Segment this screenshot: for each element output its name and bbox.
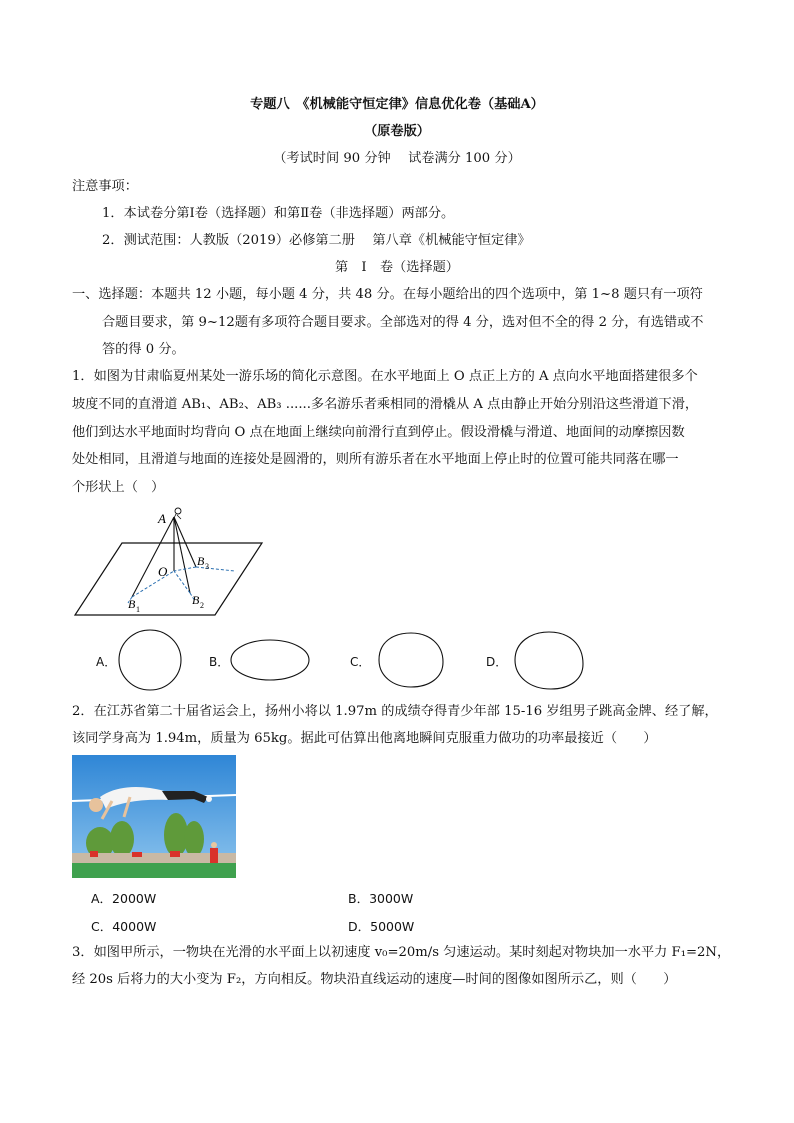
q2-line-2: 该同学身高为 1.94m，质量为 65kg。据此可估算出他离地瞬间克服重力做功的功率最接近（ ）: [72, 731, 657, 746]
q2-choice-b: B．3000W: [348, 891, 414, 906]
section-line-3: 答的得 0 分。: [102, 342, 185, 357]
q1-option-b-label: B．: [209, 655, 230, 669]
label-b2-sub: 2: [200, 601, 204, 610]
label-o: O: [158, 564, 168, 579]
q1-line-4: 处处相同，且滑道与地面的连接处是圆滑的，则所有游乐者在水平地面上停止时的位置可能共同落在哪一: [72, 452, 679, 467]
document-subtitle: （原卷版）: [364, 124, 430, 139]
section-line-2: 合题目要求，第 9~12题有多项符合题目要求。全部选对的得 4 分，选对但不全的得 2 分，有选错或不: [102, 315, 704, 330]
q2-choice-d: D．5000W: [348, 919, 415, 934]
q3-line-2: 经 20s 后将力的大小变为 F₂，方向相反。物块沿直线运动的速度—时间的图像如图所示乙，则（ ）: [72, 972, 677, 987]
q1-line-3: 他们到达水平地面时均背向 O 点在地面上继续向前滑行直到停止。假设滑橇与滑道、地面间的动摩擦因数: [72, 425, 685, 440]
q1-option-c-label: C．: [350, 655, 371, 669]
oval-shape: [511, 630, 587, 692]
q1-line-2: 坡度不同的直滑道 AB₁、AB₂、AB₃ ......多名游乐者乘相同的滑橇从 A 点由静止开始分别沿这些滑道下滑，: [72, 397, 699, 412]
q2-choice-c: C．4000W: [91, 919, 157, 934]
horizontal-ellipse-shape: [229, 638, 313, 682]
high-jump-photo: [72, 755, 236, 878]
q2-line-1: 2．在江苏省第二十届省运会上，扬州小将以 1.97m 的成绩夺得青少年部 15-16 岁组男子跳高金牌、经了解，: [72, 704, 718, 719]
section-line-1: 一、选择题：本题共 12 小题，每小题 4 分，共 48 分。在每小题给出的四个选项中，第 1~8 题只有一项符: [72, 287, 703, 302]
notes-heading: 注意事项：: [72, 179, 138, 194]
note-item-2: 2．测试范围：人教版（2019）必修第二册 第八章《机械能守恒定律》: [102, 233, 531, 248]
exam-info: （考试时间 90 分钟 试卷满分 100 分）: [273, 151, 521, 166]
note-item-1: 1．本试卷分第Ⅰ卷（选择题）和第Ⅱ卷（非选择题）两部分。: [102, 206, 455, 221]
q1-option-a-label: A．: [96, 655, 117, 669]
volume-title: 第 Ⅰ 卷（选择题）: [335, 260, 459, 275]
label-b1: B: [128, 597, 136, 611]
circle-shape: [117, 628, 185, 692]
person-icon: [175, 508, 181, 514]
q3-line-1: 3．如图甲所示，一物块在光滑的水平面上以初速度 v₀=20m/s 匀速运动。某时刻起对物块加一水平力 F₁=2N，: [72, 945, 731, 960]
label-a: A: [158, 511, 166, 526]
q2-choice-a: A．2000W: [91, 891, 157, 906]
q1-line-1: 1．如图为甘肃临夏州某处一游乐场的简化示意图。在水平地面上 O 点正上方的 A 点向水平地面搭建很多个: [72, 369, 698, 384]
q1-option-d-label: D．: [486, 655, 508, 669]
q1-line-5: 个形状上（ ）: [72, 480, 165, 495]
document-title: 专题八 《机械能守恒定律》信息优化卷（基础A）: [250, 97, 544, 112]
label-b3-sub: 3: [205, 562, 209, 571]
egg-shape: [371, 630, 447, 690]
label-b2: B: [192, 593, 200, 607]
label-b3: B: [197, 554, 205, 568]
slide-diagram: [70, 505, 270, 620]
label-b1-sub: 1: [136, 605, 140, 614]
